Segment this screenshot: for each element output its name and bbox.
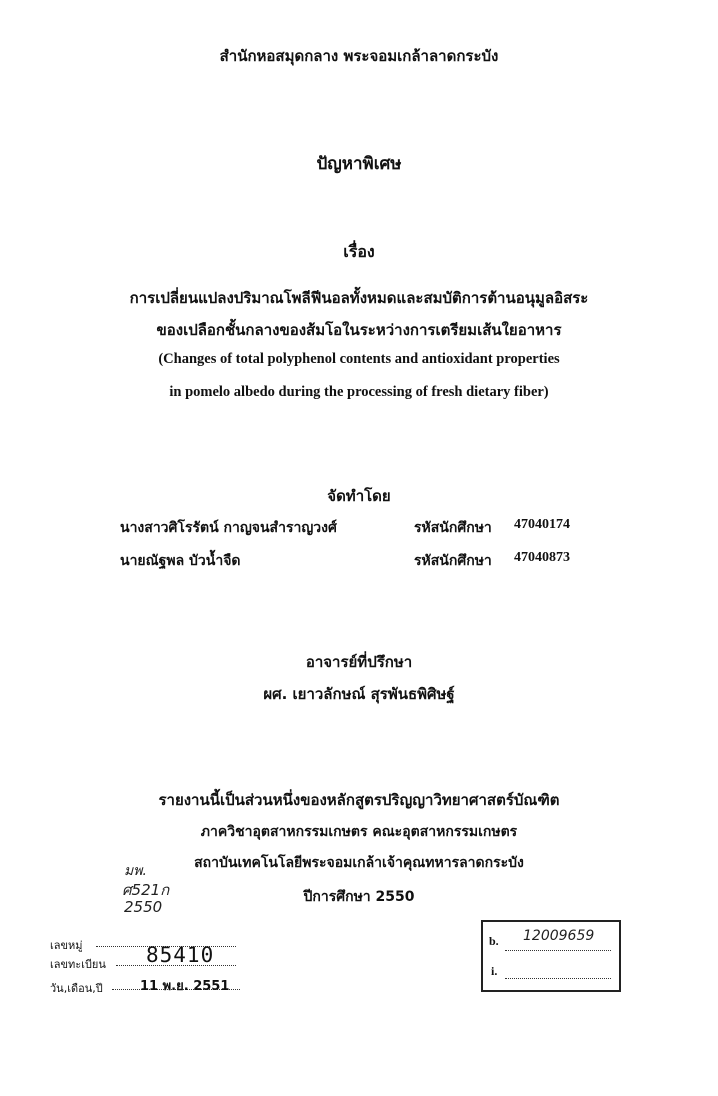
statement-line2: ภาควิชาอุตสาหกรรมเกษตร คณะอุตสาหกรรมเกษตร bbox=[200, 824, 518, 840]
barcode-prefix-2: i. bbox=[491, 964, 498, 978]
stamp-date-row bbox=[50, 977, 250, 997]
author-1-id: 47040174 bbox=[514, 517, 570, 532]
title-thai-line1: การเปลี่ยนแปลงปริมาณโพลีฟีนอลทั้งหมดและสมบัติการต้านอนุมูลอิสระ bbox=[129, 289, 589, 307]
handwritten-call-line1: มพ. bbox=[124, 863, 147, 879]
title-thai-line2: ของเปลือกชั้นกลางของส้มโอในระหว่างการเตรียมเส้นใยอาหาร bbox=[156, 321, 562, 339]
stamp-reg-label: เลขทะเบียน bbox=[50, 958, 106, 971]
advisor-label: อาจารย์ที่ปรึกษา bbox=[305, 653, 413, 671]
statement-line1: รายงานนี้เป็นส่วนหนึ่งของหลักสูตรปริญญาวิทยาศาสตร์บัณฑิต bbox=[158, 791, 560, 809]
author-2-id: 47040873 bbox=[514, 550, 570, 565]
title-english-line1: (Changes of total polyphenol contents and antioxidant properties bbox=[158, 351, 560, 367]
author-1-name: นางสาวศิโรรัตน์ กาญจนสำราญวงศ์ bbox=[120, 520, 337, 536]
stamp-reg-value: 85410 bbox=[146, 943, 215, 967]
subject-label: เรื่อง bbox=[343, 242, 375, 261]
authors-label: จัดทำโดย bbox=[327, 487, 391, 505]
handwritten-call-line2: ศ521ก bbox=[122, 881, 170, 899]
stamp-date-value: 11 พ.ย. 2551 bbox=[140, 979, 230, 994]
title-english-line2: in pomelo albedo during the processing of fresh dietary fiber) bbox=[169, 384, 549, 400]
barcode-prefix-1: b. bbox=[489, 934, 499, 948]
handwritten-call-line3: 2550 bbox=[124, 898, 163, 916]
barcode-line-1 bbox=[505, 950, 611, 951]
barcode-line-2 bbox=[505, 978, 611, 979]
author-1-id-label: รหัสนักศึกษา bbox=[414, 520, 492, 536]
author-2-id-label: รหัสนักศึกษา bbox=[414, 553, 492, 569]
academic-year: ปีการศึกษา 2550 bbox=[303, 889, 415, 905]
advisor-name: ผศ. เยาวลักษณ์ สุรพันธพิศิษฐ์ bbox=[263, 685, 455, 703]
barcode-value-1: 12009659 bbox=[523, 928, 595, 944]
stamp-date-label: วัน,เดือน,ปี bbox=[50, 982, 103, 995]
library-header: สำนักหอสมุดกลาง พระจอมเกล้าลาดกระบัง bbox=[219, 47, 499, 65]
stamp-call-label: เลขหมู่ bbox=[50, 939, 83, 952]
document-type: ปัญหาพิเศษ bbox=[316, 154, 402, 174]
statement-line3: สถาบันเทคโนโลยีพระจอมเกล้าเจ้าคุณทหารลาดกระบัง bbox=[194, 855, 524, 871]
author-2-name: นายณัฐพล บัวน้ำจืด bbox=[120, 553, 241, 569]
barcode-box bbox=[481, 920, 621, 992]
